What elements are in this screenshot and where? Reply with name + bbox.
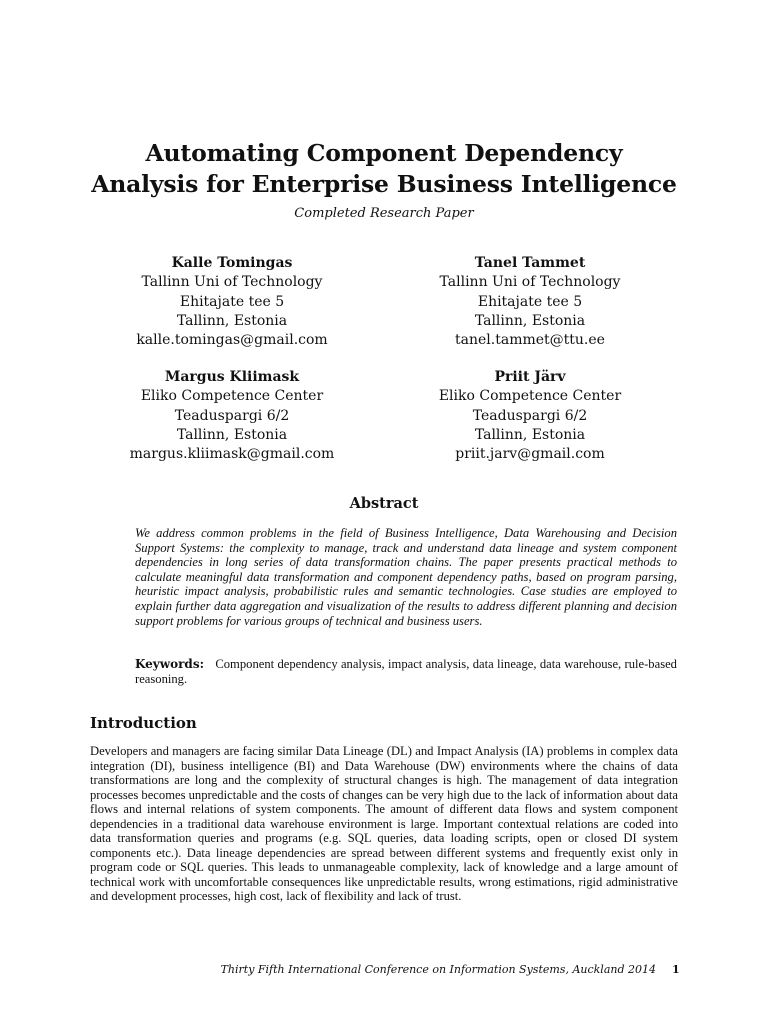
section-heading-introduction: Introduction — [90, 714, 197, 732]
paper-title — [60, 138, 708, 200]
author-block — [82, 368, 382, 464]
author-email: margus.kliimask@gmail.com — [129, 446, 335, 463]
keywords-label: Keywords: — [135, 657, 205, 671]
author-name: Tanel Tammet — [474, 255, 586, 271]
author-block — [380, 368, 680, 464]
author-affiliation: Eliko Competence Center — [438, 388, 622, 405]
abstract-heading: Abstract — [349, 495, 419, 512]
author-affiliation: Tallinn Uni of Technology — [141, 274, 323, 291]
keywords — [135, 657, 677, 686]
author-address: Ehitajate tee 5 — [179, 293, 285, 310]
author-affiliation: Eliko Competence Center — [140, 388, 324, 405]
author-name: Priit Järv — [494, 369, 566, 385]
title-line-2: Analysis for Enterprise Business Intelligence — [91, 170, 677, 198]
author-email: priit.jarv@gmail.com — [455, 446, 605, 463]
author-name: Kalle Tomingas — [171, 255, 293, 271]
author-address: Teaduspargi 6/2 — [472, 407, 588, 424]
footer-conference: Thirty Fifth International Conference on Information Systems, Auckland 2014 — [220, 963, 656, 976]
author-block — [380, 254, 680, 350]
introduction-text: Developers and managers are facing similar Data Lineage (DL) and Impact Analysis (IA) problems in complex data integration (DI), business intelligence (BI) and Data Warehouse (DW) environments where the chains of data transformations are long and the complexity of structural changes is high. The management of data integration processes becomes unpredictable and the costs of changes can be very high due to the lack of information about data flows and internal relations of system components. The amount of different data flows and system component dependencies in a traditional data warehouse environment is large. Important contextual relations are coded into data transformation queries and programs (e.g. SQL queries, data loading scripts, open or closed DI system components etc.). Data lineage dependencies are spread between different systems and frequently exist only in program code or SQL queries. This leads to unmanageable complexity, lack of knowledge and a large amount of technical work with uncomfortable consequences like unpredictable results, wrong estimations, rigid administrative and development processes, high cost, lack of flexibility and lack of trust. — [90, 744, 678, 904]
author-city: Tallinn, Estonia — [176, 426, 288, 443]
author-affiliation: Tallinn Uni of Technology — [439, 274, 621, 291]
author-city: Tallinn, Estonia — [176, 312, 288, 329]
title-line-1: Automating Component Dependency — [145, 139, 623, 167]
page-number: 1 — [672, 963, 680, 976]
paper-subtitle: Completed Research Paper — [294, 206, 474, 221]
author-city: Tallinn, Estonia — [474, 312, 586, 329]
author-name: Margus Kliimask — [164, 369, 300, 385]
author-block — [82, 254, 382, 350]
author-email: tanel.tammet@ttu.ee — [455, 332, 605, 349]
author-email: kalle.tomingas@gmail.com — [136, 332, 328, 349]
author-city: Tallinn, Estonia — [474, 426, 586, 443]
author-address: Teaduspargi 6/2 — [174, 407, 290, 424]
abstract-text: We address common problems in the field of Business Intelligence, Data Warehousing and Decision Support Systems: the complexity to manage, track and understand data lineage and system component dependencies in long series of data transformation chains. The paper presents practical methods to calculate meaningful data transformation and component dependency paths, based on program parsing, heuristic impact analysis, probabilistic rules and semantic technologies. Case studies are employed to explain further data aggregation and visualization of the results to address different planning and decision support problems for various groups of technical and business users. — [135, 526, 677, 628]
author-address: Ehitajate tee 5 — [477, 293, 583, 310]
keywords-text: Component dependency analysis, impact analysis, data lineage, data warehouse, rule-based reasoning. — [135, 657, 677, 686]
